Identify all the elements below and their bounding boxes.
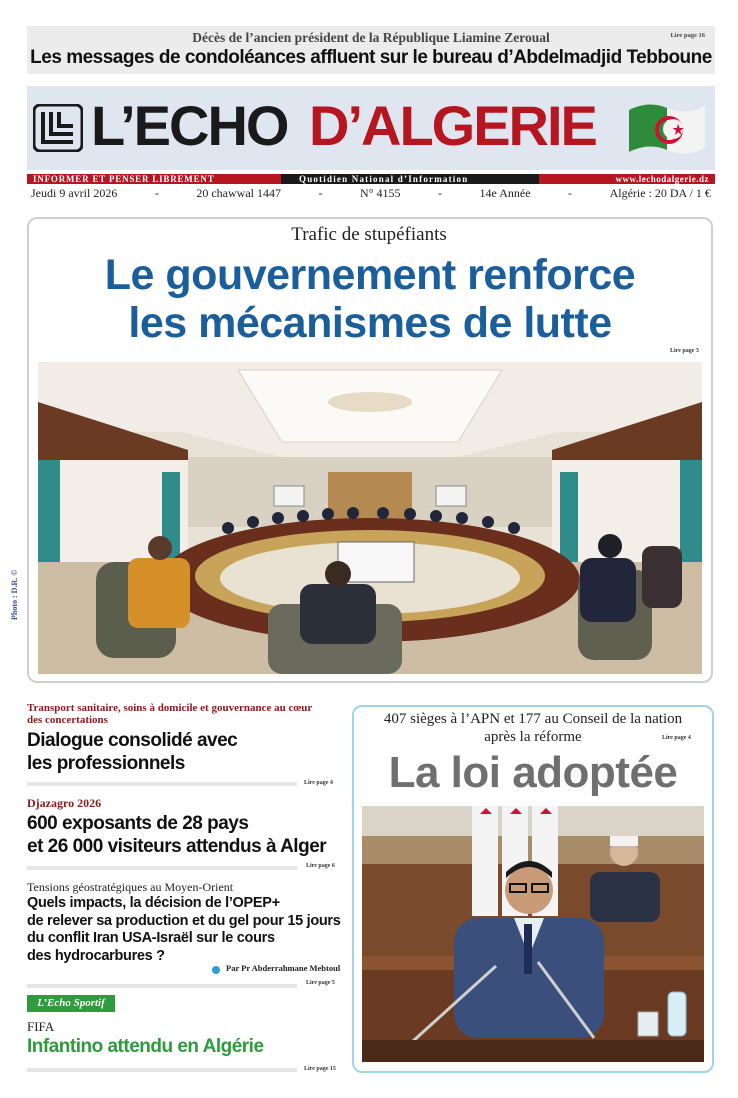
- story-3-headline-line-3: du conflit Iran USA-Israël sur le cours: [27, 930, 275, 946]
- top-banner[interactable]: [27, 26, 715, 74]
- story-1-headline-line-2: les professionnels: [27, 753, 185, 774]
- apn-kicker-line-2: après la réforme: [484, 729, 582, 745]
- story-1-kicker: Transport sanitaire, soins à domicile et gouvernance au cœur des concertations: [27, 702, 313, 726]
- story-1-headline-line-1: Dialogue consolidé avec: [27, 730, 238, 751]
- story-3-kicker: Tensions géostratégiques au Moyen-Orient: [27, 880, 234, 894]
- sport-tag-label: L’Echo Sportif: [37, 997, 105, 1009]
- strip-slogan: INFORMER ET PENSER LIBREMENT: [33, 174, 215, 184]
- byline-bullet-icon: [212, 966, 220, 974]
- sport-headline[interactable]: Infantino attendu en Algérie: [27, 1036, 264, 1057]
- dateline-separator: -: [438, 186, 443, 200]
- dateline-separator: -: [568, 186, 573, 200]
- story-2-headline-line-1: 600 exposants de 28 pays: [27, 813, 249, 834]
- masthead: [27, 86, 715, 170]
- dateline-separator: -: [154, 186, 159, 200]
- story-1-page-ref: Lire page 4: [304, 780, 333, 786]
- story-1-headline[interactable]: [27, 729, 347, 775]
- dateline-year: 14e Année: [479, 186, 531, 200]
- sport-section-tag[interactable]: [27, 995, 115, 1012]
- parliament-speaker-photo[interactable]: [362, 806, 704, 1062]
- masthead-strip: [27, 174, 715, 184]
- main-story-page-ref: Lire page 3: [670, 348, 699, 354]
- strip-website-link[interactable]: www.lechodalgerie.dz: [615, 174, 709, 184]
- story-3-page-ref: Lire page 5: [306, 980, 335, 986]
- story-3-headline-line-4: des hydrocarbures ?: [27, 947, 165, 964]
- story-2-page-ref: Lire page 6: [306, 863, 335, 869]
- top-banner-kicker: Décès de l’ancien président de la République Liamine Zeroual: [192, 30, 550, 45]
- dateline-date: Jeudi 9 avril 2026: [31, 186, 118, 200]
- photo-credit: Photo : D.R. ©: [10, 569, 19, 620]
- main-story-headline[interactable]: [30, 251, 710, 347]
- council-meeting-photo[interactable]: [38, 362, 702, 674]
- apn-kicker-line-1: 407 sièges à l’APN et 177 au Conseil de la nation: [383, 711, 683, 727]
- dateline-hijri-date: 20 chawwal 1447: [196, 186, 282, 200]
- story-3-divider: [27, 984, 297, 988]
- story-2-kicker: Djazagro 2026: [27, 796, 102, 810]
- main-headline-line-1: Le gouvernement renforce: [104, 251, 636, 299]
- story-3-byline: Par Pr Abderrahmane Mebtoul: [226, 963, 341, 973]
- logo-text-echo: L’ECHO: [91, 94, 288, 157]
- sport-page-ref: Lire page 15: [304, 1066, 336, 1072]
- story-2-headline[interactable]: [27, 812, 347, 858]
- story-1-divider: [27, 782, 297, 786]
- dateline-separator: -: [318, 186, 323, 200]
- apn-story-kicker: [354, 710, 712, 746]
- dateline-issue-number: N° 4155: [360, 186, 401, 200]
- dateline-price: Algérie : 20 DA / 1 €: [609, 186, 711, 200]
- apn-story-headline[interactable]: La loi adoptée: [388, 748, 678, 797]
- logo-text-algerie: D’ALGERIE: [309, 94, 596, 157]
- algerian-flag-icon: [625, 100, 709, 158]
- main-story-kicker: Trafic de stupéfiants: [291, 224, 447, 245]
- dateline: [27, 186, 715, 202]
- sport-divider: [27, 1068, 297, 1072]
- top-banner-page-ref: Lire page 16: [670, 32, 705, 39]
- story-3-headline[interactable]: [27, 895, 357, 965]
- apn-story-page-ref: Lire page 4: [662, 735, 691, 741]
- logo-emblem-icon: [33, 104, 83, 152]
- strip-subtitle: Quotidien National d’Information: [299, 174, 469, 184]
- story-3-headline-line-2: de relever sa production et du gel pour 15 jours: [27, 912, 341, 929]
- sport-kicker: FIFA: [27, 1019, 55, 1034]
- story-3-headline-line-1: Quels impacts, la décision de l’OPEP+: [27, 895, 280, 911]
- main-headline-line-2: les mécanismes de lutte: [128, 299, 612, 347]
- story-2-headline-line-2: et 26 000 visiteurs attendus à Alger: [27, 836, 327, 857]
- story-2-divider: [27, 866, 297, 870]
- top-banner-headline[interactable]: Les messages de condoléances affluent sur le bureau d’Abdelmadjid Tebboune: [30, 47, 712, 68]
